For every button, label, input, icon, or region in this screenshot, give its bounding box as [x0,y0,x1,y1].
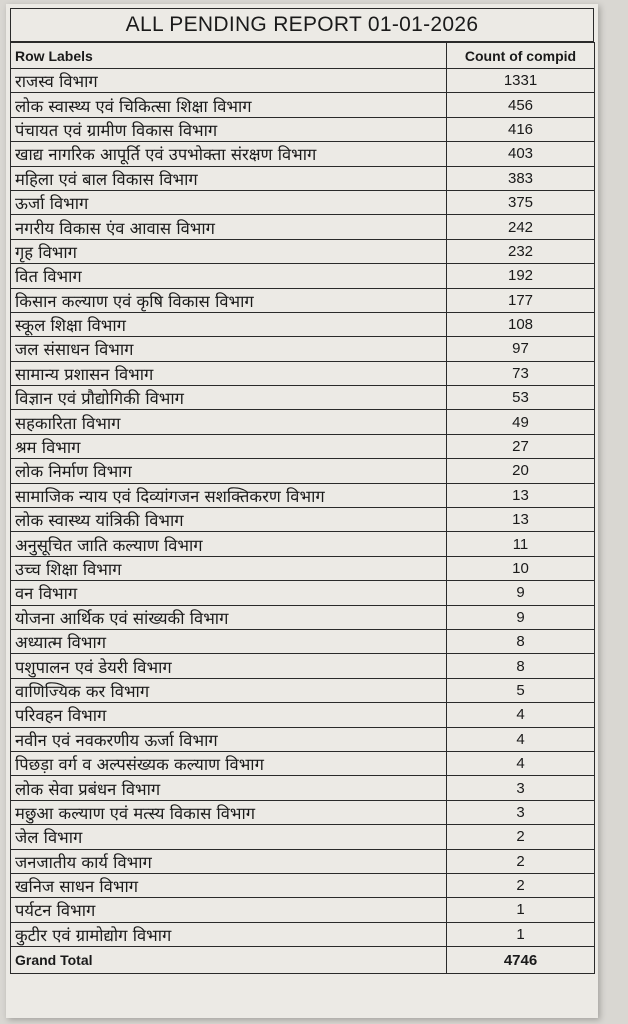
department-count: 8 [447,629,595,653]
department-count: 49 [447,410,595,434]
department-count: 242 [447,215,595,239]
department-label: पशुपालन एवं डेयरी विभाग [11,654,447,678]
department-count: 97 [447,337,595,361]
department-label: पर्यटन विभाग [11,898,447,922]
department-label: लोक स्वास्थ्य एवं चिकित्सा शिक्षा विभाग [11,93,447,117]
table-row [11,508,595,532]
department-label: नवीन एवं नवकरणीय ऊर्जा विभाग [11,727,447,751]
department-count: 10 [447,556,595,580]
report-sheet [6,4,598,1018]
department-count: 1 [447,922,595,946]
department-count: 108 [447,312,595,336]
department-label: अध्यात्म विभाग [11,629,447,653]
department-count: 3 [447,776,595,800]
table-row [11,117,595,141]
department-label: योजना आर्थिक एवं सांख्यकी विभाग [11,605,447,629]
department-count: 403 [447,142,595,166]
table-row [11,264,595,288]
table-row [11,288,595,312]
header-row [11,43,595,69]
department-count: 4 [447,727,595,751]
table-row [11,337,595,361]
department-label: स्कूल शिक्षा विभाग [11,312,447,336]
table-row [11,69,595,93]
department-count: 192 [447,264,595,288]
department-count: 2 [447,873,595,897]
department-count: 13 [447,508,595,532]
header-row-labels: Row Labels [11,43,447,69]
department-label: महिला एवं बाल विकास विभाग [11,166,447,190]
department-count: 232 [447,239,595,263]
department-label: जेल विभाग [11,825,447,849]
table-row [11,483,595,507]
department-label: कुटीर एवं ग्रामोद्योग विभाग [11,922,447,946]
table-row [11,605,595,629]
department-label: लोक सेवा प्रबंधन विभाग [11,776,447,800]
table-row [11,386,595,410]
department-label: सामाजिक न्याय एवं दिव्यांगजन सशक्तिकरण विभाग [11,483,447,507]
report-title: ALL PENDING REPORT 01-01-2026 [10,8,594,42]
table-row [11,459,595,483]
department-count: 2 [447,825,595,849]
department-count: 9 [447,581,595,605]
department-label: वित विभाग [11,264,447,288]
department-count: 27 [447,434,595,458]
table-row [11,751,595,775]
table-row [11,873,595,897]
department-label: वन विभाग [11,581,447,605]
table-row [11,727,595,751]
table-row [11,776,595,800]
department-count: 1 [447,898,595,922]
table-row [11,93,595,117]
pending-report-table [10,42,595,974]
department-count: 2 [447,849,595,873]
department-label: श्रम विभाग [11,434,447,458]
department-label: खनिज साधन विभाग [11,873,447,897]
department-count: 8 [447,654,595,678]
department-count: 73 [447,361,595,385]
department-label: किसान कल्याण एवं कृषि विकास विभाग [11,288,447,312]
table-row [11,800,595,824]
department-label: नगरीय विकास एंव आवास विभाग [11,215,447,239]
department-label: लोक स्वास्थ्य यांत्रिकी विभाग [11,508,447,532]
department-label: अनुसूचित जाति कल्याण विभाग [11,532,447,556]
table-row [11,703,595,727]
department-label: जनजातीय कार्य विभाग [11,849,447,873]
department-count: 5 [447,678,595,702]
table-row [11,654,595,678]
department-label: मछुआ कल्याण एवं मत्स्य विकास विभाग [11,800,447,824]
department-label: लोक निर्माण विभाग [11,459,447,483]
grand-total-row [11,947,595,974]
table-row [11,361,595,385]
department-count: 177 [447,288,595,312]
department-count: 13 [447,483,595,507]
table-row [11,532,595,556]
department-count: 456 [447,93,595,117]
department-label: खाद्य नागरिक आपूर्ति एवं उपभोक्ता संरक्षण विभाग [11,142,447,166]
table-row [11,898,595,922]
department-label: उच्च शिक्षा विभाग [11,556,447,580]
department-label: पंचायत एवं ग्रामीण विकास विभाग [11,117,447,141]
table-row [11,190,595,214]
department-label: जल संसाधन विभाग [11,337,447,361]
table-row [11,556,595,580]
department-label: विज्ञान एवं प्रौद्योगिकी विभाग [11,386,447,410]
table-row [11,239,595,263]
table-row [11,312,595,336]
grand-total-value: 4746 [447,947,595,974]
department-label: परिवहन विभाग [11,703,447,727]
table-row [11,215,595,239]
table-row [11,142,595,166]
department-label: सामान्य प्रशासन विभाग [11,361,447,385]
department-count: 9 [447,605,595,629]
table-row [11,922,595,946]
department-count: 383 [447,166,595,190]
table-row [11,581,595,605]
department-label: सहकारिता विभाग [11,410,447,434]
table-row [11,678,595,702]
grand-total-label: Grand Total [11,947,447,974]
department-count: 375 [447,190,595,214]
department-count: 4 [447,751,595,775]
table-row [11,629,595,653]
table-row [11,166,595,190]
department-label: पिछड़ा वर्ग व अल्पसंख्यक कल्याण विभाग [11,751,447,775]
department-label: वाणिज्यिक कर विभाग [11,678,447,702]
department-label: राजस्व विभाग [11,69,447,93]
department-count: 53 [447,386,595,410]
table-row [11,410,595,434]
table-row [11,825,595,849]
department-count: 3 [447,800,595,824]
department-count: 20 [447,459,595,483]
department-count: 4 [447,703,595,727]
table-row [11,434,595,458]
department-count: 416 [447,117,595,141]
header-count: Count of compid [447,43,595,69]
department-label: ऊर्जा विभाग [11,190,447,214]
table-row [11,849,595,873]
department-label: गृह विभाग [11,239,447,263]
department-count: 11 [447,532,595,556]
department-count: 1331 [447,69,595,93]
